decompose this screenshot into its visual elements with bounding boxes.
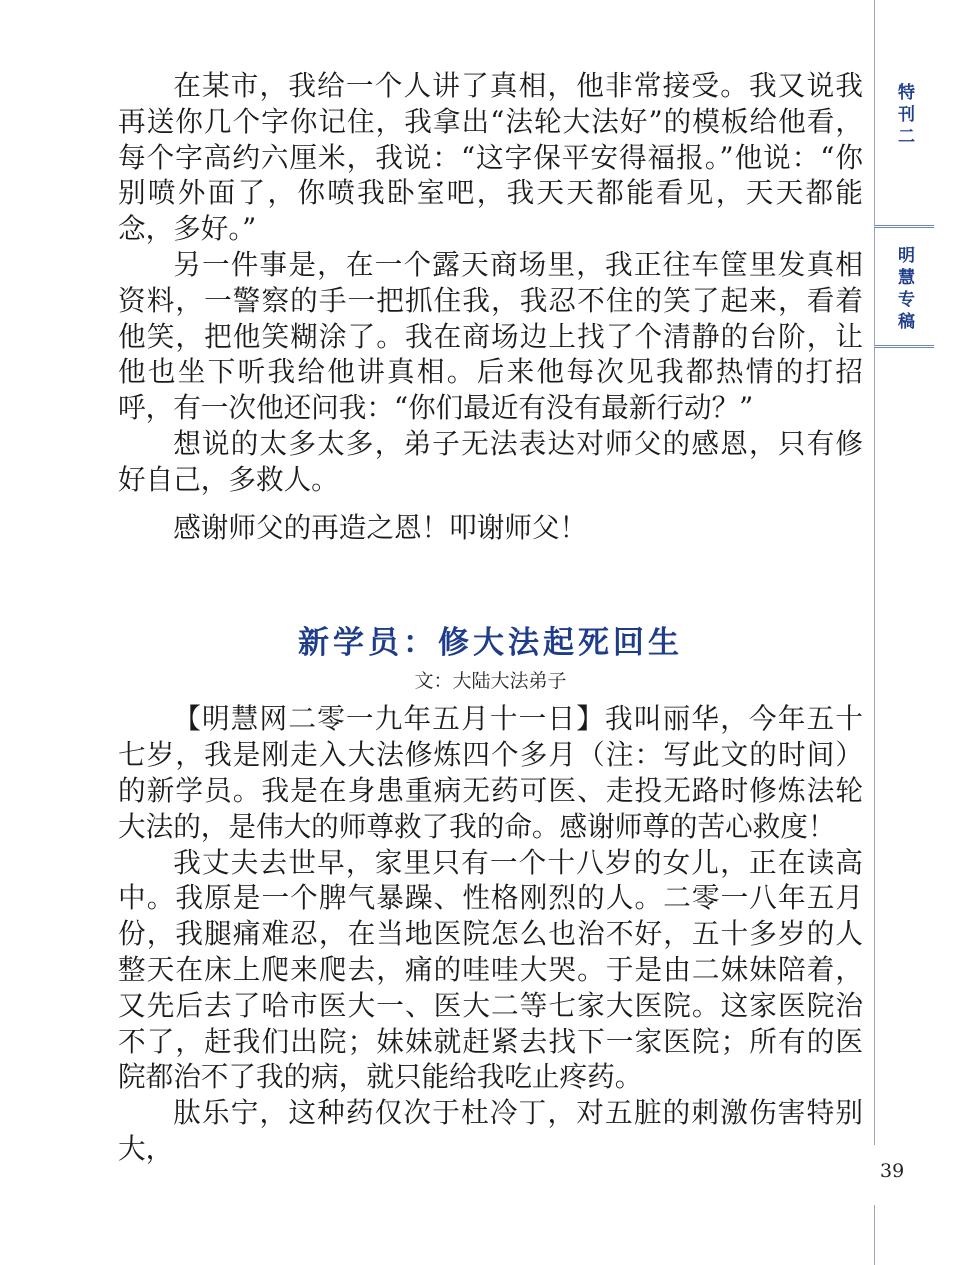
article2-paragraph-3: 肽乐宁，这种药仅次于杜冷丁，对五脏的刺激伤害特别大， <box>118 1096 863 1165</box>
article1-paragraph-4: 感谢师父的再造之恩！叩谢师父！ <box>173 510 588 544</box>
article1-paragraph-2: 另一件事是，在一个露天商场里，我正往车筐里发真相资料，一警察的手一把抓住我，我忍不住的笑了起来，看着他笑，把他笑糊涂了。我在商场边上找了个清静的台阶，让他也坐下听我给他讲真相。后来他每次见我都热情的打招呼，有一次他还问我：“你们最近有没有最新行动？” <box>118 247 863 425</box>
article2-title: 新学员：修大法起死回生 <box>298 625 683 662</box>
side-tab-special-issue-label: 特刊二 <box>894 82 914 149</box>
paragraph-gap <box>118 498 863 510</box>
page-content <box>118 68 863 1167</box>
side-tab-minghui-feature <box>874 228 934 348</box>
article1-paragraph-1: 在某市，我给一个人讲了真相，他非常接受。我又说我再送你几个字你记住，我拿出“法轮大法好”的模板给他看，每个字高约六厘米，我说：“这字保平安得福报。”他说：“你别喷外面了，你喷我卧室吧，我天天都能看见，天天都能念，多好。” <box>118 69 863 246</box>
article2-paragraph-2: 我丈夫去世早，家里只有一个十八岁的女儿，正在读高中。我原是一个脾气暴躁、性格刚烈的人。二零一八年五月份，我腿痛难忍，在当地医院怎么也治不好，五十多岁的人整天在床上爬来爬去，痛的哇哇大哭。于是由二妹妹陪着，又先后去了哈市医大一、医大二等七家大医院。这家医院治不了，赶我们出院；妹妹就赶紧去找下一家医院；所有的医院都治不了我的病，就只能给我吃止疼药。 <box>118 845 863 1094</box>
article2-byline: 文：大陆大法弟子 <box>414 670 567 693</box>
margin-rule-bottom <box>874 1205 875 1265</box>
article1-paragraph-3: 想说的太多太多，弟子无法表达对师父的感恩，只有修好自己，多救人。 <box>118 426 863 496</box>
page-number: 39 <box>880 1160 905 1182</box>
side-tab-special-issue <box>874 0 934 228</box>
article2-paragraph-1: 【明慧网二零一九年五月十一日】我叫丽华，今年五十七岁，我是刚走入大法修炼四个多月（注：写此文的时间）的新学员。我是在身患重病无药可医、走投无路时修炼法轮大法的，是伟大的师尊救了我的命。感谢师尊的苦心救度！ <box>118 702 863 843</box>
side-tab-minghui-feature-label: 明慧专稿 <box>894 245 914 334</box>
